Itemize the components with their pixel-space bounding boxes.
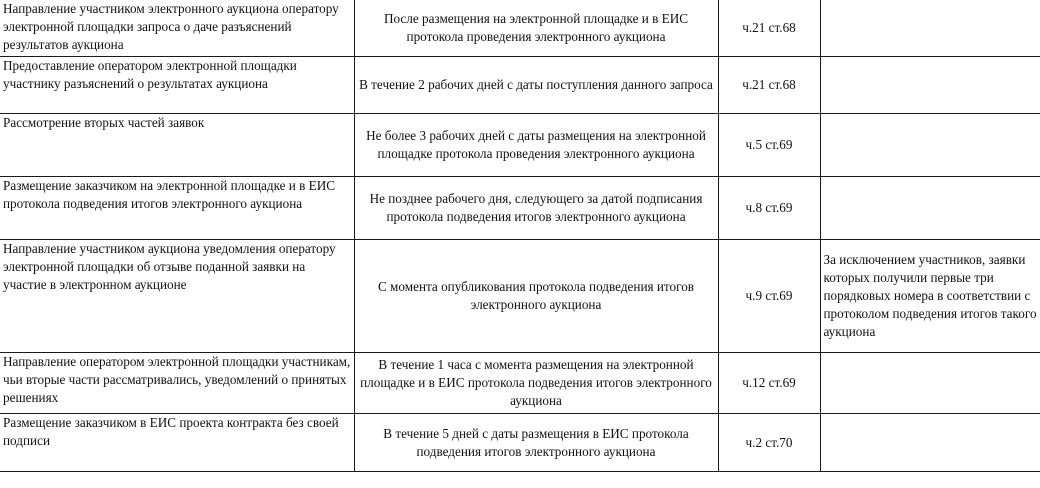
note-cell: [820, 0, 1040, 57]
table-row: [0, 414, 1040, 472]
term-cell: С момента опубликования протокола подведения итогов электронного аукциона: [354, 240, 718, 353]
norm-cell: ч.8 ст.69: [718, 177, 820, 240]
note-cell: [820, 114, 1040, 177]
term-cell: В течение 2 рабочих дней с даты поступления данного запроса: [354, 57, 718, 114]
table-row: [0, 353, 1040, 414]
note-cell: [820, 353, 1040, 414]
action-cell: Направление оператором электронной площадки участникам, чьи вторые части рассматривались, уведомлений о принятых решениях: [0, 353, 354, 414]
action-cell: Направление участником электронного аукциона оператору электронной площадки запроса о даче разъяснений результатов аукциона: [0, 0, 354, 57]
action-cell: Размещение заказчиком в ЕИС проекта контракта без своей подписи: [0, 414, 354, 472]
table-row: [0, 57, 1040, 114]
table-row: [0, 240, 1040, 353]
norm-cell: ч.5 ст.69: [718, 114, 820, 177]
norm-cell: ч.21 ст.68: [718, 0, 820, 57]
note-cell: [820, 57, 1040, 114]
norm-cell: ч.2 ст.70: [718, 414, 820, 472]
action-cell: Предоставление оператором электронной площадки участнику разъяснений о результатах аукциона: [0, 57, 354, 114]
table-row: [0, 0, 1040, 57]
note-cell: [820, 177, 1040, 240]
table-row: [0, 177, 1040, 240]
norm-cell: ч.21 ст.68: [718, 57, 820, 114]
term-cell: В течение 1 часа с момента размещения на электронной площадке и в ЕИС протокола подведения итогов электронного аукциона: [354, 353, 718, 414]
term-cell: Не более 3 рабочих дней с даты размещения на электронной площадке протокола проведения электронного аукциона: [354, 114, 718, 177]
table-row: [0, 114, 1040, 177]
note-cell: За исключением участников, заявки которых получили первые три порядковых номера в соответствии с протоколом подведения итогов такого аукциона: [820, 240, 1040, 353]
term-cell: Не позднее рабочего дня, следующего за датой подписания протокола подведения итогов электронного аукциона: [354, 177, 718, 240]
term-cell: После размещения на электронной площадке и в ЕИС протокола проведения электронного аукциона: [354, 0, 718, 57]
note-cell: [820, 414, 1040, 472]
action-cell: Рассмотрение вторых частей заявок: [0, 114, 354, 177]
norm-cell: ч.12 ст.69: [718, 353, 820, 414]
term-cell: В течение 5 дней с даты размещения в ЕИС протокола подведения итогов электронного аукциона: [354, 414, 718, 472]
action-cell: Направление участником аукциона уведомления оператору электронной площадки об отзыве поданной заявки на участие в электронном аукционе: [0, 240, 354, 353]
action-cell: Размещение заказчиком на электронной площадке и в ЕИС протокола подведения итогов электронного аукциона: [0, 177, 354, 240]
norm-cell: ч.9 ст.69: [718, 240, 820, 353]
